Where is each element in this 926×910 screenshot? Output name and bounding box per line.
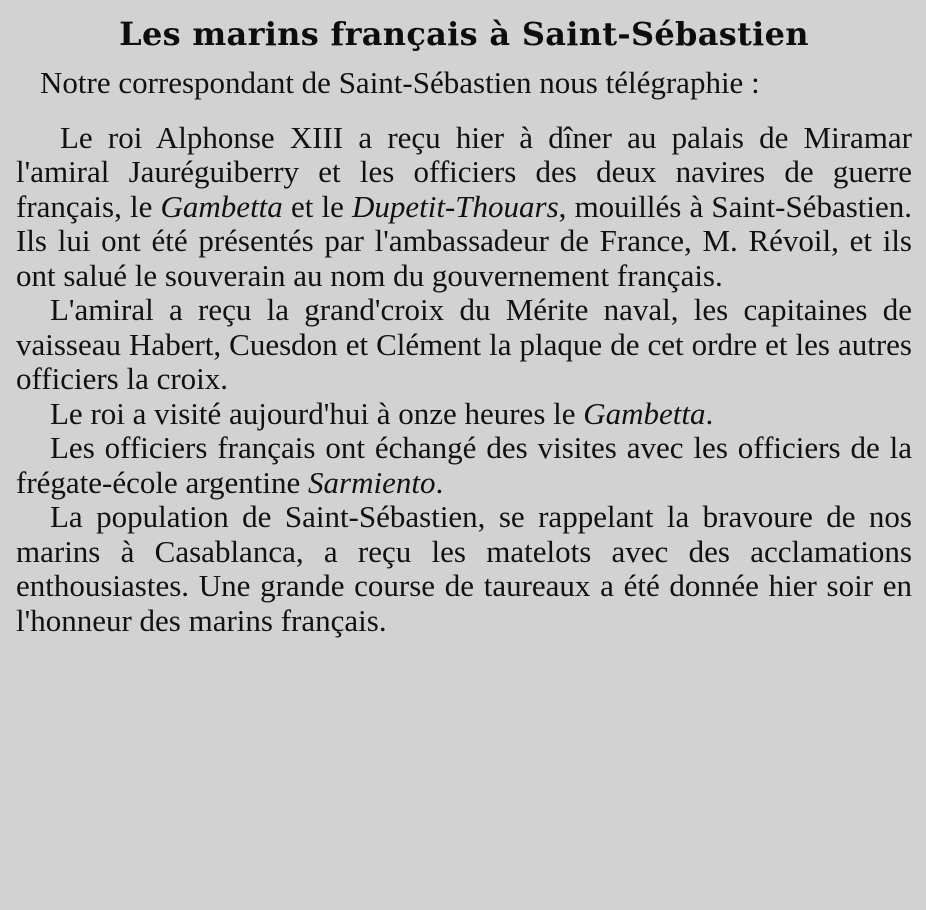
- ship-name-gambetta: Gambetta: [160, 188, 283, 224]
- visit-text-1: Le roi a visité aujourd'hui à onze heures le: [50, 395, 584, 431]
- ship-name-sarmiento: Sarmiento: [308, 464, 436, 500]
- population-paragraph: La population de Saint-Sébastien, se rappelant la bravoure de nos marins à Casablanca, a reçu les matelots avec des acclamations enthousiastes. Une grande course de taureaux a été donnée hier soir en l'honneur des marins français.: [16, 499, 912, 638]
- exchange-text-1: Les officiers français ont échangé des visites avec les officiers de la frégate-école argentine: [16, 430, 912, 500]
- decoration-paragraph: L'amiral a reçu la grand'croix du Mérite naval, les capitaines de vaisseau Habert, Cuesdon et Clément la plaque de cet ordre et les autres officiers la croix.: [16, 292, 912, 396]
- visit-paragraph: [16, 397, 912, 432]
- ship-name-gambetta-visit: Gambetta: [583, 395, 706, 431]
- dinner-paragraph: [16, 121, 912, 294]
- ship-name-dupetit-thouars: Dupetit-Thouars: [351, 188, 559, 224]
- dinner-text-2: et le: [282, 188, 352, 224]
- intro-paragraph: Notre correspondant de Saint-Sébastien nous télégraphie :: [40, 65, 760, 100]
- dinner-text-1: Le roi Alphonse XIII a reçu hier à dîner au palais de Miramar l'amiral Jauréguiberry et les officiers des deux navires de guerre français, le: [16, 119, 912, 224]
- exchange-text-2: .: [435, 464, 444, 500]
- dinner-text-3: , mouillés à Saint-Sébastien. Ils lui ont été présentés par l'ambassadeur de France, M. Révoil, et ils ont salué le souverain au nom du gouvernement français.: [16, 188, 913, 293]
- exchange-paragraph: [16, 431, 912, 500]
- article-title: Les marins français à Saint-Sébastien: [119, 15, 809, 53]
- visit-text-2: .: [705, 395, 714, 431]
